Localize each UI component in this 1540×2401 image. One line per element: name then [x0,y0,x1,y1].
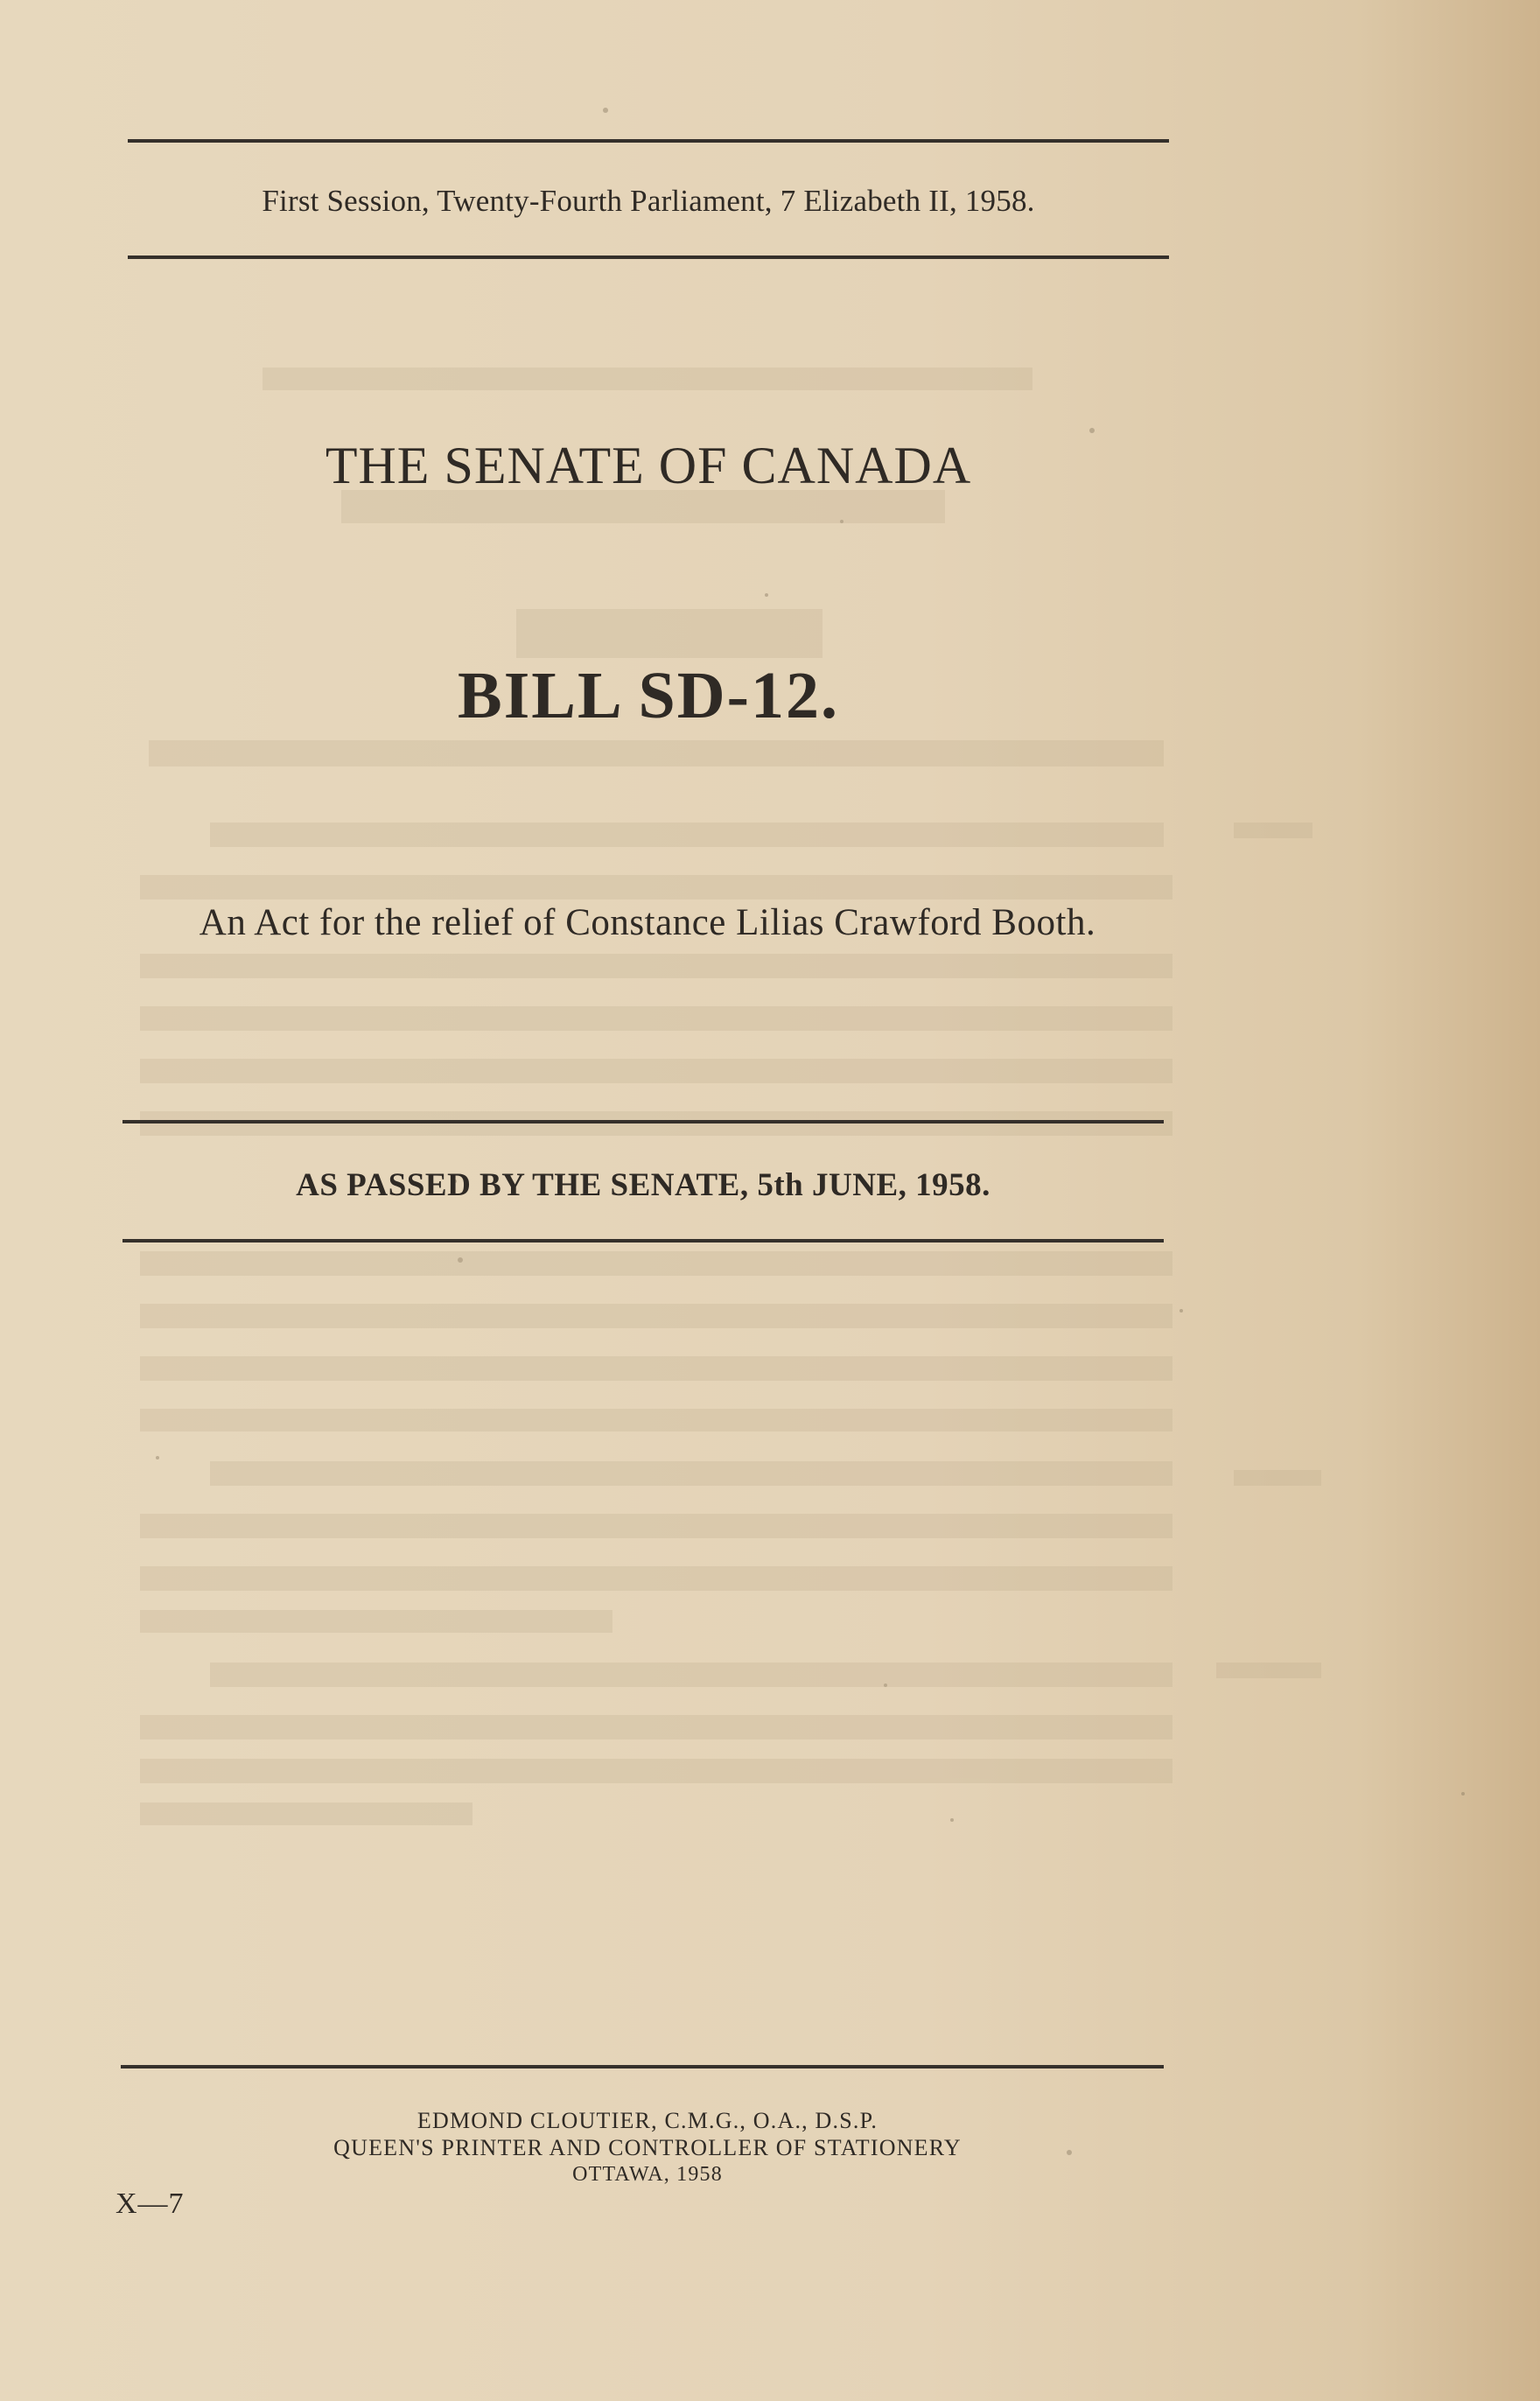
top-rule-upper [128,139,1169,143]
printer-city: OTTAWA, 1958 [572,2163,723,2186]
printer-name: EDMOND CLOUTIER, C.M.G., O.A., D.S.P. [416,2108,878,2133]
bill-number: BILL SD-12. [458,659,839,732]
passed-rule-upper [122,1120,1164,1124]
imprint-rule [121,2065,1164,2068]
printer-title: QUEEN'S PRINTER AND CONTROLLER OF STATIONERY [333,2135,962,2160]
chamber-title: THE SENATE OF CANADA [325,437,972,494]
top-rule-lower [128,256,1169,259]
act-title: An Act for the relief of Constance Lilias Crawford Booth. [199,902,1096,943]
session-line: First Session, Twenty-Fourth Parliament, 7 Elizabeth II, 1958. [262,184,1035,218]
passed-status-line: AS PASSED BY THE SENATE, 5th JUNE, 1958. [296,1167,990,1203]
passed-rule-lower [122,1239,1164,1242]
document-code: X—7 [116,2188,185,2220]
printer-imprint [210,2107,1085,2188]
